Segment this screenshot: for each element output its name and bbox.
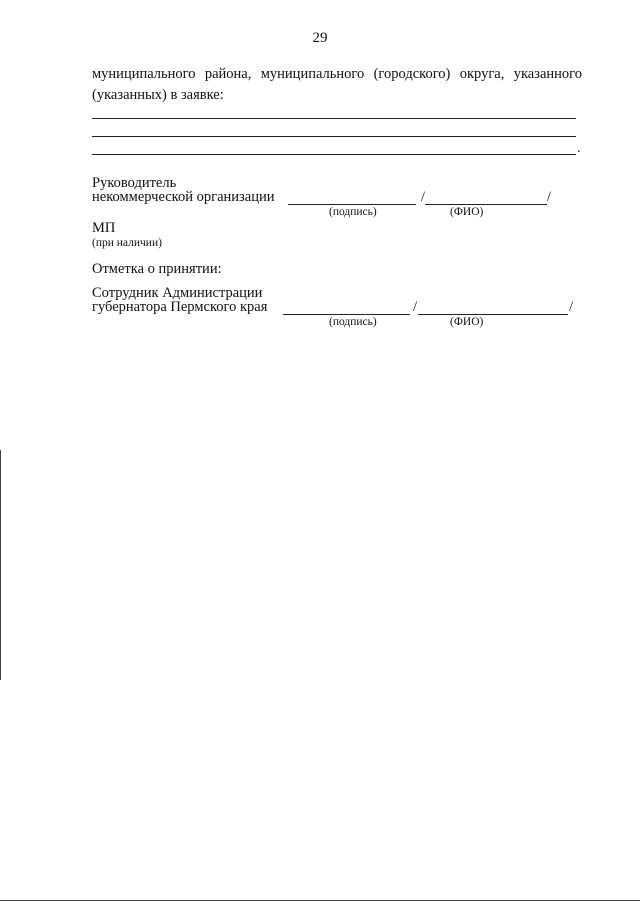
head-slash-2: / <box>547 189 552 205</box>
fill-line-3[interactable] <box>92 154 576 155</box>
head-slash-1: / <box>421 189 426 205</box>
head-title-line1: Руководитель <box>92 175 177 191</box>
employee-title-line1: Сотрудник Администрации <box>92 285 263 301</box>
employee-signature-field[interactable] <box>283 314 410 315</box>
paragraph-text: муниципального района, муниципального (городского) округа, указанного (указанных) в заявке: <box>92 66 582 103</box>
fill-line-end-dot: . <box>577 141 581 156</box>
fill-line-1[interactable] <box>92 118 576 119</box>
employee-slash-1: / <box>413 299 418 315</box>
acceptance-label: Отметка о принятии: <box>92 261 222 277</box>
seal-label: МП <box>92 220 116 236</box>
employee-title-line2: губернатора Пермского края <box>92 299 268 315</box>
head-signature-caption: (подпись) <box>329 206 377 218</box>
employee-name-field[interactable] <box>418 314 568 315</box>
scan-edge-left <box>0 450 1 680</box>
employee-name-caption: (ФИО) <box>450 316 484 328</box>
page-number: 29 <box>312 30 328 46</box>
seal-note: (при наличии) <box>92 237 162 249</box>
head-signature-field[interactable] <box>288 204 416 205</box>
fill-line-2[interactable] <box>92 136 576 137</box>
scan-edge-bottom <box>0 900 640 901</box>
head-name-field[interactable] <box>425 204 547 205</box>
employee-signature-caption: (подпись) <box>329 316 377 328</box>
head-title-line2: некоммерческой организации <box>92 189 275 205</box>
head-name-caption: (ФИО) <box>450 206 484 218</box>
employee-slash-2: / <box>569 299 574 315</box>
